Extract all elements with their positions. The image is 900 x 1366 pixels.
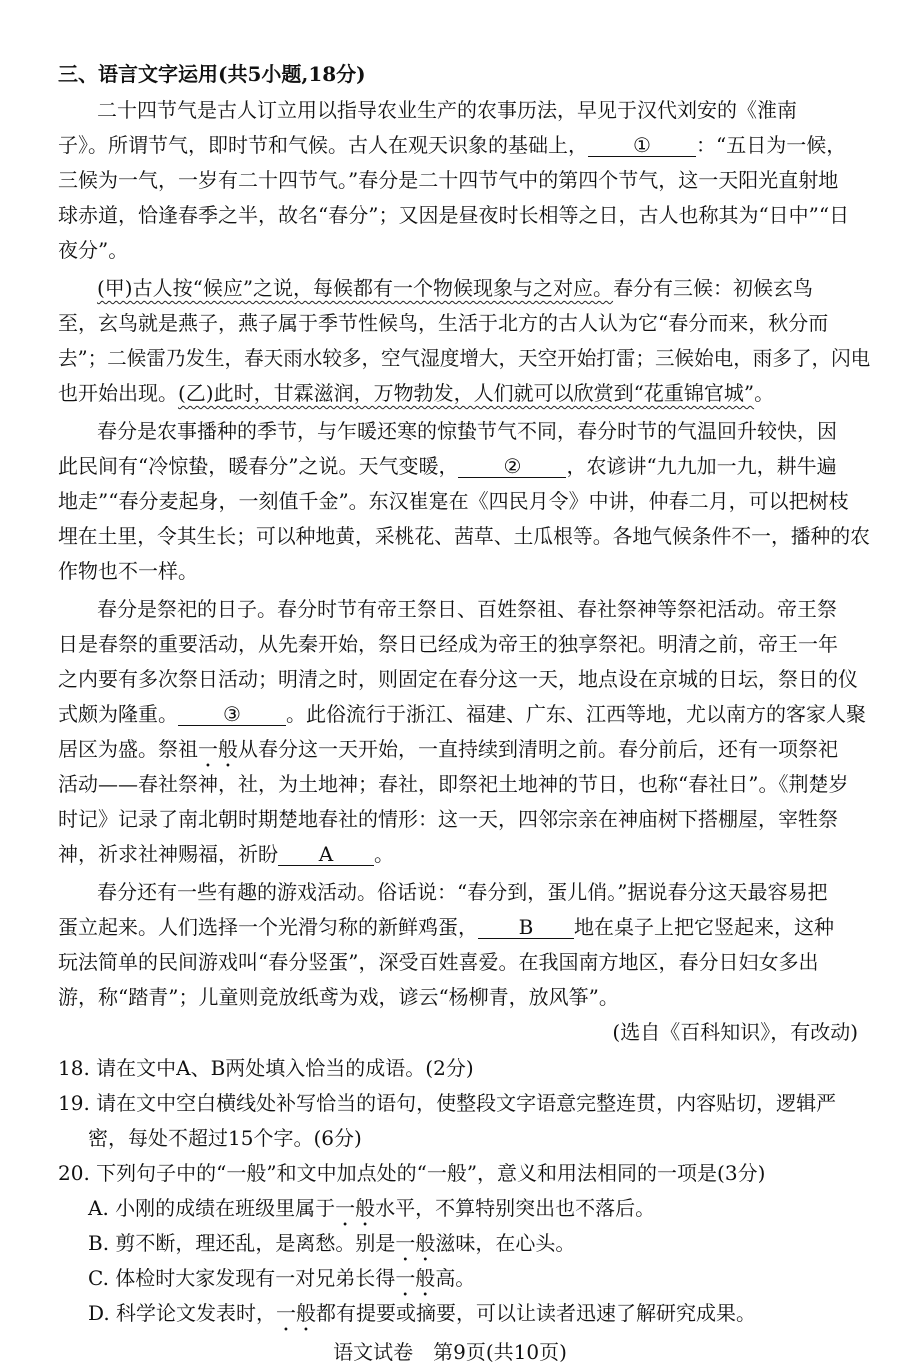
p2-line-1-b: 春分有三候：初候玄鸟 — [613, 276, 814, 300]
p3-line-3: 地走”“春分麦起身，一刻值千金”。东汉崔寔在《四民月令》中讲，仲春二月，可以把树枝 — [58, 489, 849, 513]
p4-line-4-b: 。此俗流行于浙江、福建、广东、江西等地，尤以南方的客家人聚 — [286, 702, 866, 726]
page-footer: 语文试卷 第9页(共10页) — [333, 1340, 567, 1364]
p1-line-2-a: 子》。所谓节气，即时节和气候。古人在观天识象的基础上， — [58, 133, 588, 157]
p4-line-7: 时记》记录了南北朝时期楚地春社的情形：这一天，四邻宗亲在神庙树下搭棚屋，宰牲祭 — [58, 807, 838, 831]
p4-line-3: 之内要有多次祭日活动；明清之时，则固定在春分这一天，地点设在京城的日坛，祭日的仪 — [58, 667, 858, 691]
p4-line-8 — [58, 842, 394, 866]
dotted-yiban: 一般 — [198, 737, 238, 761]
section-title: 三、语言文字运用(共5小题,18分) — [58, 62, 366, 86]
p1-line-4: 球赤道，恰逢春季之半，故名“春分”；又因是昼夜时长相等之日，古人也称其为“日中”“日 — [58, 203, 850, 227]
p2-line-4-a: 也开始出现。 — [58, 381, 178, 405]
option-a-text-1: A. 小刚的成绩在班级里属于 — [88, 1196, 336, 1220]
option-c — [88, 1266, 475, 1290]
p4-line-2: 日是春祭的重要活动，从先秦开始，祭日已经成为帝王的独享祭祀。明清之前，帝王一年 — [58, 632, 838, 656]
p4-line-5-b: 从春分这一天开始，一直持续到清明之前。春分前后，还有一项祭祀 — [238, 737, 838, 761]
p3-line-4: 埋在土里，令其生长；可以种地黄，采桃花、茜草、土瓜根等。各地气候条件不一，播种的农 — [58, 524, 870, 548]
p2-line-1 — [97, 276, 813, 300]
p5-line-2 — [58, 915, 834, 939]
option-c-dotted: 一般 — [395, 1266, 436, 1290]
option-a — [88, 1196, 655, 1220]
p5-line-2-a: 蛋立起来。人们选择一个光滑匀称的新鲜鸡蛋， — [58, 915, 478, 939]
p4-line-8-b: 。 — [374, 842, 394, 866]
option-b-text-1: B. 剪不断，理还乱，是离愁。别是 — [88, 1231, 396, 1255]
question-19-line-2: 密，每处不超过15个字。(6分) — [88, 1126, 362, 1150]
blank-b: B — [478, 916, 574, 939]
p2-line-2: 至，玄鸟就是燕子，燕子属于季节性候鸟，生活于北方的古人认为它“春分而来，秋分而 — [58, 311, 829, 335]
p3-line-2-b: ，农谚讲“九九加一九，耕牛遍 — [566, 454, 837, 478]
option-d — [88, 1301, 756, 1325]
p5-line-2-b: 地在桌子上把它竖起来，这种 — [574, 915, 834, 939]
p3-line-1: 春分是农事播种的季节，与乍暖还寒的惊蛰节气不同，春分时节的气温回升较快，因 — [97, 419, 837, 443]
option-a-text-2: 水平，不算特别突出也不落后。 — [375, 1196, 656, 1220]
option-c-text-1: C. 体检时大家发现有一对兄弟长得 — [88, 1266, 396, 1290]
p4-line-1: 春分是祭祀的日子。春分时节有帝王祭日、百姓祭祖、春社祭神等祭祀活动。帝王祭 — [97, 597, 837, 621]
p3-line-5: 作物也不一样。 — [58, 559, 198, 583]
blank-3: ③ — [178, 703, 286, 726]
p1-line-2 — [58, 133, 846, 157]
p3-line-2-a: 此民间有“冷惊蛰，暖春分”之说。天气变暖， — [58, 454, 459, 478]
option-d-dotted: 一般 — [276, 1301, 317, 1325]
p4-line-8-a: 神，祈求社神赐福，祈盼 — [58, 842, 278, 866]
question-20: 20. 下列句子中的“一般”和文中加点处的“一般”，意义和用法相同的一项是(3分) — [58, 1161, 766, 1185]
p1-line-2-b: ：“五日为一候， — [696, 133, 847, 157]
source-note: (选自《百科知识》，有改动) — [612, 1020, 858, 1044]
blank-a: A — [278, 843, 374, 866]
p4-line-5 — [58, 737, 838, 761]
blank-1: ① — [588, 134, 696, 157]
p4-line-4 — [58, 702, 866, 726]
p2-line-3: 去”；二候雷乃发生，春天雨水较多，空气湿度增大，天空开始打雷；三候始电，雨多了，闪电 — [58, 346, 871, 370]
question-19-line-1: 19. 请在文中空白横线处补写恰当的语句，使整段文字语意完整连贯，内容贴切，逻辑严 — [58, 1091, 837, 1115]
option-d-text-2: 都有提要或摘要，可以让读者迅速了解研究成果。 — [316, 1301, 757, 1325]
option-d-text-1: D. 科学论文发表时， — [88, 1301, 277, 1325]
question-18: 18. 请在文中A、B两处填入恰当的成语。(2分) — [58, 1056, 474, 1080]
sentence-jia: (甲)古人按“候应”之说，每候都有一个物候现象与之对应。 — [97, 276, 614, 300]
p2-line-4-c: 。 — [754, 381, 775, 405]
p4-line-5-a: 居区为盛。祭祖 — [58, 737, 198, 761]
p5-line-3: 玩法简单的民间游戏叫“春分竖蛋”，深受百姓喜爱。在我国南方地区，春分日妇女多出 — [58, 950, 819, 974]
p3-line-2 — [58, 454, 837, 478]
p1-line-3: 三候为一气，一岁有二十四节气。”春分是二十四节气中的第四个节气，这一天阳光直射地 — [58, 168, 839, 192]
p1-line-5: 夜分”。 — [58, 238, 129, 262]
p5-line-1: 春分还有一些有趣的游戏活动。俗话说：“春分到，蛋儿俏。”据说春分这天最容易把 — [97, 880, 828, 904]
option-b — [88, 1231, 575, 1255]
p5-line-4: 游，称“踏青”；儿童则竞放纸鸢为戏，谚云“杨柳青，放风筝”。 — [58, 985, 619, 1009]
blank-2: ② — [458, 455, 566, 478]
p4-line-4-a: 式颇为隆重。 — [58, 702, 178, 726]
p2-line-4 — [58, 381, 774, 405]
option-b-text-2: 滋味，在心头。 — [435, 1231, 576, 1255]
sentence-yi: (乙)此时，甘霖滋润，万物勃发，人们就可以欣赏到“花重锦官城” — [178, 381, 755, 405]
p4-line-6: 活动——春社祭神，社，为土地神；春社，即祭祀土地神的节日，也称“春社日”。《荆楚岁 — [58, 772, 849, 796]
option-a-dotted: 一般 — [335, 1196, 376, 1220]
option-b-dotted: 一般 — [395, 1231, 436, 1255]
option-c-text-2: 高。 — [435, 1266, 476, 1290]
p1-line-1: 二十四节气是古人订立用以指导农业生产的农事历法，早见于汉代刘安的《淮南 — [97, 98, 797, 122]
